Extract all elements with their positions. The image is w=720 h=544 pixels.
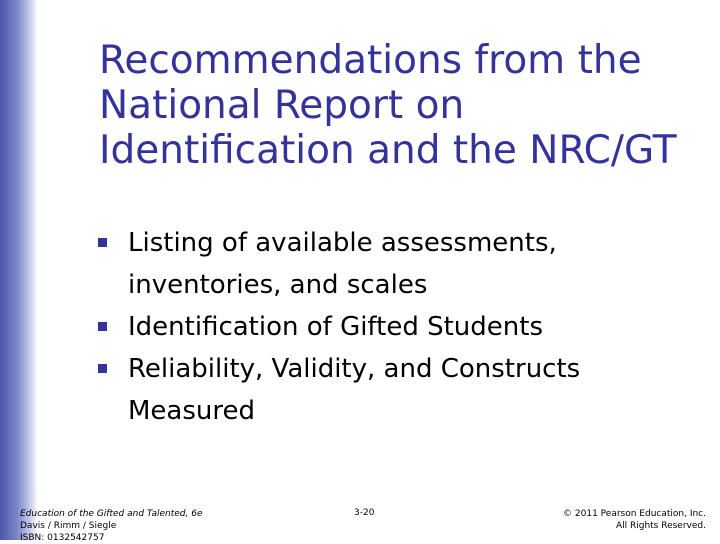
bullet-text-line: Identification of Gifted Students [128,312,543,342]
footer-copyright [563,508,706,532]
bullet-item [98,306,678,348]
square-bullet-icon [98,322,107,331]
bullet-item [98,222,678,306]
title-line: Recommendations from the [99,38,642,83]
slide-title [99,38,699,173]
footer-rights-line: All Rights Reserved. [615,521,706,531]
footer-book-title: Education of the Gifted and Talented, 6e [20,509,203,519]
square-bullet-icon [98,364,107,373]
bullet-list [98,222,678,432]
title-line: National Report on [99,83,465,128]
footer-page-number: 3-20 [354,508,375,518]
footer-authors: Davis / Rimm / Siegle [20,521,117,531]
bullet-text-line: inventories, and scales [128,270,428,300]
footer-book-info [20,508,202,544]
bullet-text-line: Reliability, Validity, and Constructs [128,354,581,384]
square-bullet-icon [98,238,107,247]
bullet-text-line: Measured [128,396,256,426]
bullet-item [98,348,678,432]
footer-copyright-line: © 2011 Pearson Education, Inc. [563,509,706,519]
footer-isbn: ISBN: 0132542757 [20,533,105,543]
bullet-text-line: Listing of available assessments, [128,228,557,258]
left-decorative-bar [0,0,38,540]
title-line: Identification and the NRC/GT [99,128,677,173]
